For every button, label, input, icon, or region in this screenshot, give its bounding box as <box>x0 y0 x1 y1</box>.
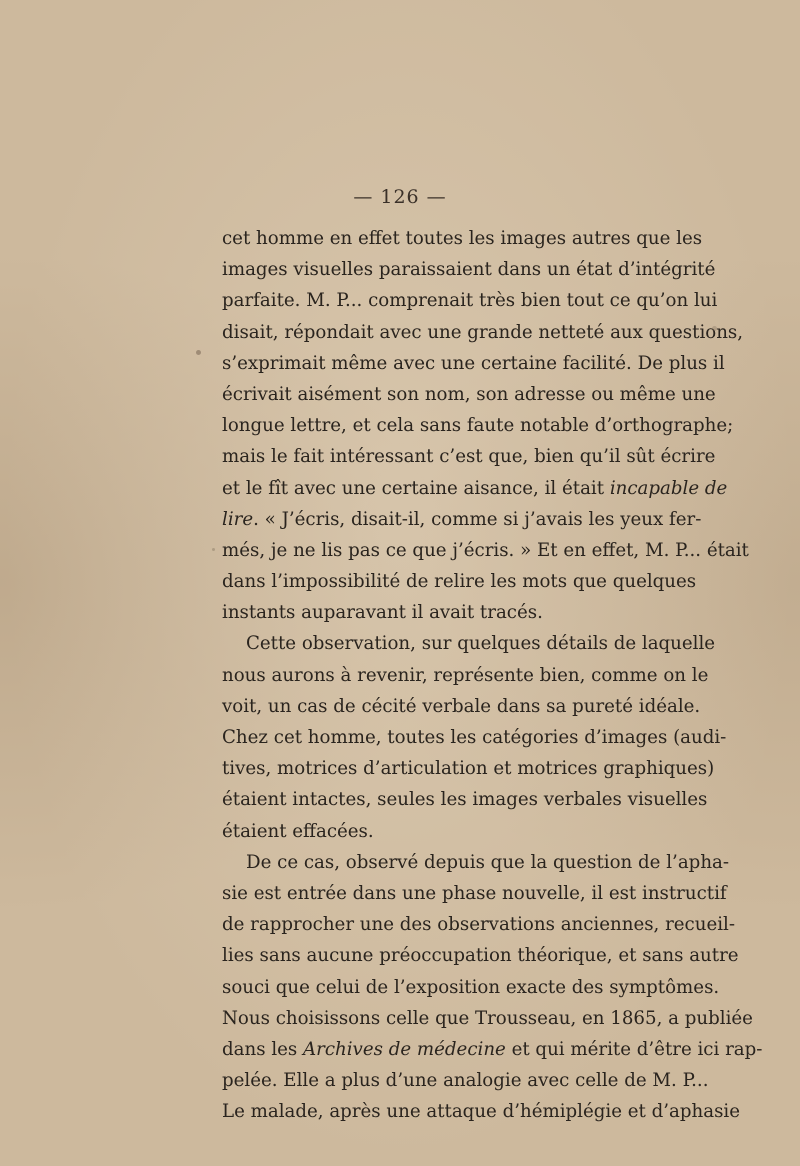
page-number: — 126 — <box>353 186 447 208</box>
text-line: images visuelles paraissaient dans un état d’intégrité <box>222 259 716 281</box>
text-line <box>222 504 702 535</box>
ink-speck <box>712 326 717 331</box>
text-line: pelée. Elle a plus d’une analogie avec celle de M. P... <box>222 1070 709 1092</box>
text-line: s’exprimait même avec une certaine facilité. De plus il <box>222 352 725 374</box>
text-line: de rapprocher une des observations anciennes, recueil- <box>222 914 735 936</box>
text-line: mais le fait intéressant c’est que, bien qu’il sût écrire <box>222 446 716 468</box>
text-line: longue lettre, et cela sans faute notable d’orthographe; <box>222 415 734 437</box>
text-line: Chez cet homme, toutes les catégories d’images (audi- <box>222 727 727 748</box>
body-text <box>222 223 763 1127</box>
text-line: instants auparavant il avait tracés. <box>222 602 543 624</box>
text-line: Le malade, après une attaque d’hémiplégie et d’aphasie <box>222 1101 740 1123</box>
text-line <box>222 473 728 504</box>
text-line: disait, répondait avec une grande netteté aux questions, <box>222 321 744 343</box>
text-line: parfaite. M. P... comprenait très bien tout ce qu’on lui <box>222 290 718 312</box>
ink-speck <box>196 350 201 355</box>
text-fragment: dans les <box>222 1038 304 1060</box>
text-line: cet homme en effet toutes les images autres que les <box>222 228 703 249</box>
italic-word: lire <box>222 508 254 530</box>
text-line: Cette observation, sur quelques détails de laquelle <box>246 633 716 655</box>
text-line: Nous choisissons celle que Trousseau, en 1865, a publiée <box>222 1007 753 1029</box>
text-line: souci que celui de l’exposition exacte des symptômes. <box>222 976 720 998</box>
text-line: étaient effacées. <box>222 820 374 842</box>
italic-phrase: Archives de médecine <box>303 1038 506 1060</box>
text-line: étaient intactes, seules les images verbales visuelles <box>222 789 708 811</box>
text-fragment: et qui mérite d’être ici rap- <box>505 1038 763 1060</box>
text-fragment: . « J’écris, disait-il, comme si j’avais les yeux fer- <box>253 508 702 530</box>
text-line: més, je ne lis pas ce que j’écris. » Et en effet, M. P... était <box>222 539 749 561</box>
text-line: sie est entrée dans une phase nouvelle, il est instructif <box>222 882 727 904</box>
text-line: De ce cas, observé depuis que la question de l’apha- <box>246 851 730 873</box>
text-line: nous aurons à revenir, représente bien, comme on le <box>222 664 709 686</box>
italic-phrase: incapable de <box>609 477 728 499</box>
text-line: tives, motrices d’articulation et motrices graphiques) <box>222 758 715 780</box>
text-line: lies sans aucune préoccupation théorique, et sans autre <box>222 945 739 967</box>
ink-speck <box>212 548 215 551</box>
text-line: écrivait aisément son nom, son adresse ou même une <box>222 383 716 405</box>
text-line <box>222 1034 763 1065</box>
text-fragment: et le fît avec une certaine aisance, il était <box>222 477 610 499</box>
text-line: voit, un cas de cécité verbale dans sa pureté idéale. <box>222 695 701 717</box>
text-line: dans l’impossibilité de relire les mots que quelques <box>222 571 697 593</box>
